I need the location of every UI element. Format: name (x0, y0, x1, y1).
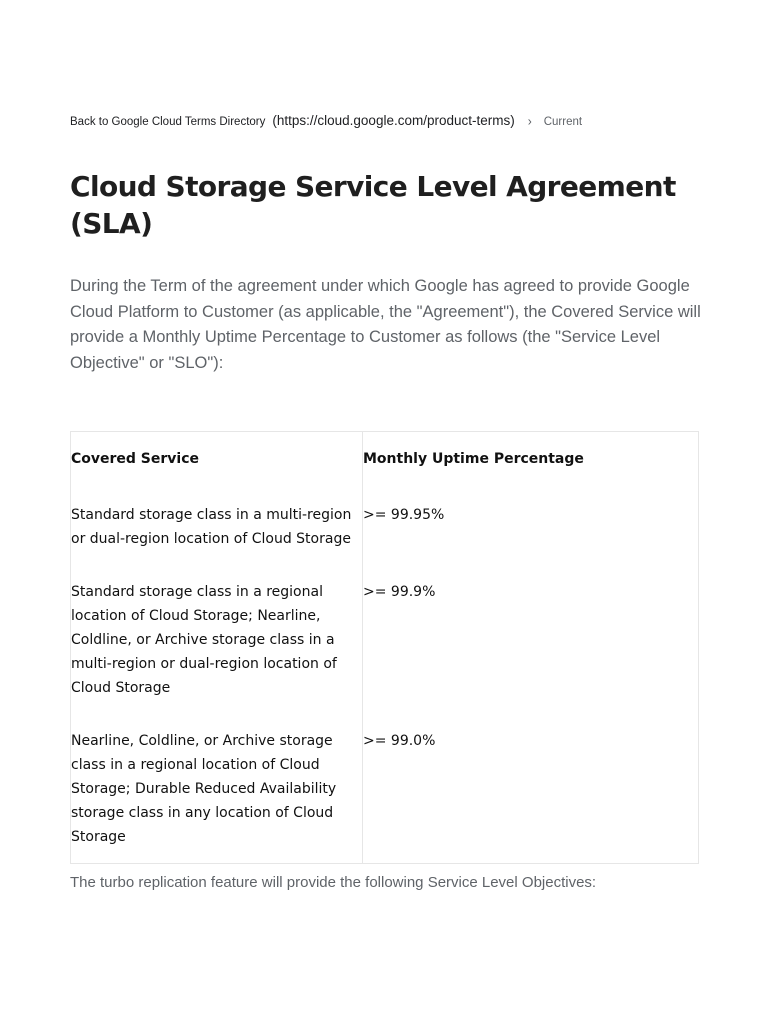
breadcrumb (70, 113, 710, 128)
chevron-right-icon: › (527, 113, 532, 129)
breadcrumb-current: Current (543, 116, 583, 128)
column-header-monthly-uptime: Monthly Uptime Percentage (363, 451, 584, 467)
table-header-row (71, 432, 699, 504)
intro-paragraph: During the Term of the agreement under which Google has agreed to provide Google Cloud Platform to Customer (as applicable, the "Agreement"), the Covered Service will provide a Monthly Uptime Percentage to Customer as follows (the "Service Level Objective" or "SLO"): (70, 277, 701, 372)
terms-directory-url: (https://cloud.google.com/product-terms) (272, 113, 515, 128)
page-title: Cloud Storage Service Level Agreement (SLA) (70, 170, 676, 240)
turbo-replication-paragraph: The turbo replication feature will provide the following Service Level Objectives: (70, 874, 597, 891)
uptime-percentage-cell: >= 99.9% (363, 584, 436, 600)
column-header-covered-service: Covered Service (71, 432, 363, 504)
table-row (71, 503, 699, 580)
uptime-percentage-cell: >= 99.0% (363, 733, 436, 749)
table-row (71, 729, 699, 864)
back-to-terms-directory-link[interactable]: Back to Google Cloud Terms Directory (70, 116, 266, 128)
covered-service-cell: Standard storage class in a multi-region or dual-region location of Cloud Storage (71, 503, 363, 580)
uptime-percentage-cell: >= 99.95% (363, 507, 445, 523)
covered-service-cell: Nearline, Coldline, or Archive storage class in a regional location of Cloud Storage; Durable Reduced Availability storage class in any location of Cloud Storage (71, 729, 363, 864)
slo-table (70, 431, 699, 864)
table-row (71, 580, 699, 729)
covered-service-cell: Standard storage class in a regional location of Cloud Storage; Nearline, Coldline, or Archive storage class in a multi-region or dual-region location of Cloud Storage (71, 580, 363, 729)
